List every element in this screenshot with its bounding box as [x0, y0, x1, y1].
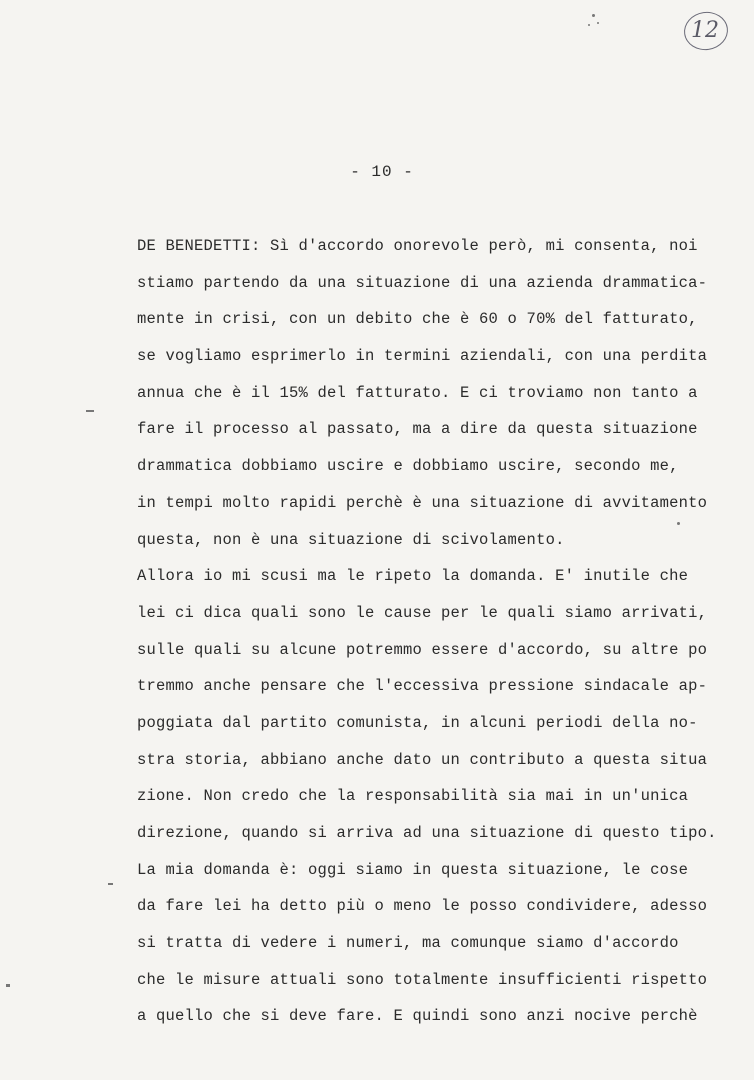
text-line: tremmo anche pensare che l'eccessiva pressione sindacale ap-: [137, 677, 708, 696]
text-line: da fare lei ha detto più o meno le posso condividere, adesso: [137, 897, 708, 916]
margin-mark: [86, 410, 94, 412]
text-line: che le misure attuali sono totalmente insufficienti rispetto: [137, 970, 708, 989]
archive-number: 12: [691, 18, 719, 43]
text-line: a quello che si deve fare. E quindi sono anzi nocive perchè: [137, 1007, 698, 1026]
margin-mark: [108, 883, 113, 885]
text-line: sulle quali su alcune potremmo essere d'accordo, su altre po: [137, 640, 708, 659]
text-line: fare il processo al passato, ma a dire da questa situazione: [137, 420, 698, 439]
text-line: questa, non è una situazione di scivolamento.: [137, 530, 565, 549]
text-line: La mia domanda è: oggi siamo in questa situazione, le cose: [137, 860, 689, 879]
text-line: stiamo partendo da una situazione di una azienda drammatica-: [137, 273, 708, 292]
page-number: - 10 -: [350, 163, 414, 181]
text-line: se vogliamo esprimerlo in termini aziendali, con una perdita: [137, 347, 708, 366]
text-line: annua che è il 15% del fatturato. E ci troviamo non tanto a: [137, 383, 698, 402]
text-line: Allora io mi scusi ma le ripeto la domanda. E' inutile che: [137, 567, 689, 586]
text-line: DE BENEDETTI: Sì d'accordo onorevole però, mi consenta, noi: [137, 237, 698, 255]
text-line: zione. Non credo che la responsabilità sia mai in un'unica: [137, 787, 689, 806]
ink-speck: [588, 24, 590, 26]
transcript-body: [137, 236, 717, 1043]
ink-speck: [597, 22, 599, 24]
ink-speck: [592, 14, 595, 17]
text-line: direzione, quando si arriva ad una situazione di questo tipo.: [137, 824, 717, 842]
text-line: lei ci dica quali sono le cause per le quali siamo arrivati,: [137, 603, 708, 622]
margin-mark: [6, 984, 10, 987]
text-line: mente in crisi, con un debito che è 60 o 70% del fatturato,: [137, 310, 698, 329]
text-line: poggiata dal partito comunista, in alcuni periodi della no-: [137, 713, 698, 732]
text-line: stra storia, abbiano anche dato un contributo a questa situa: [137, 750, 708, 769]
text-line: drammatica dobbiamo uscire e dobbiamo uscire, secondo me,: [137, 457, 679, 476]
text-line: in tempi molto rapidi perchè è una situazione di avvitamento: [137, 493, 708, 512]
text-line: si tratta di vedere i numeri, ma comunque siamo d'accordo: [137, 934, 679, 953]
